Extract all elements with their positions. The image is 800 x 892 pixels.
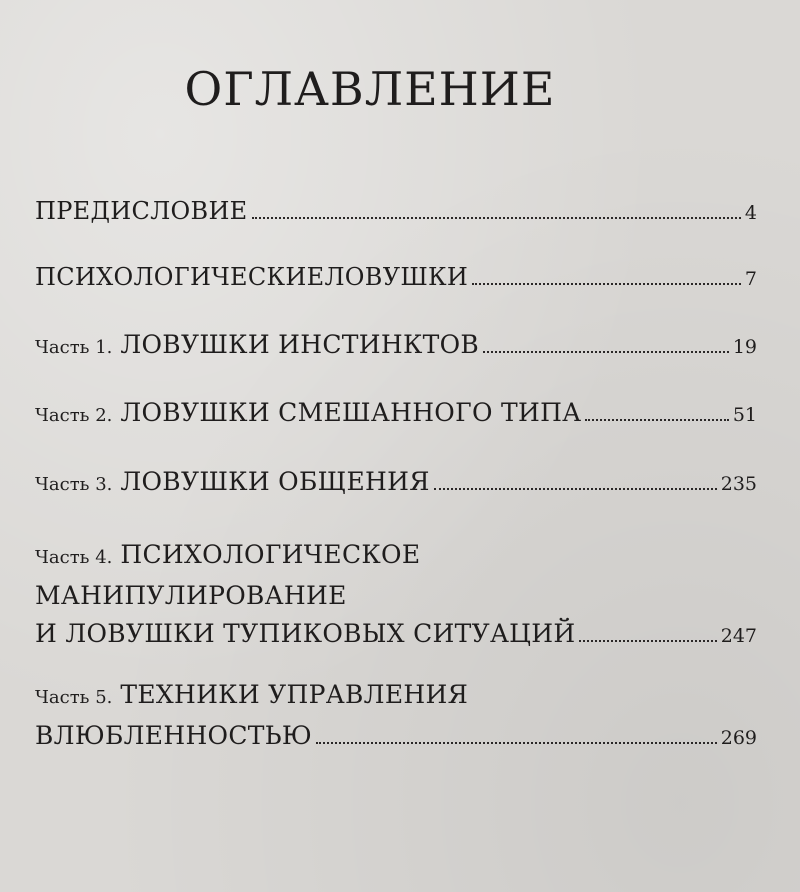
toc-entry-part-3	[35, 463, 757, 504]
toc-entry-preface	[35, 192, 757, 232]
toc-entry-title-continued: МАНИПУЛИРОВАНИЕ	[35, 581, 347, 610]
toc-entry-line	[35, 717, 757, 757]
part-label: Часть 4.	[35, 547, 113, 568]
toc-page-number: 269	[720, 727, 757, 749]
toc-entry-line	[35, 463, 757, 504]
toc-entry-part-1	[35, 326, 757, 367]
toc-entry-line	[35, 676, 757, 717]
dot-leader	[316, 742, 717, 744]
toc-entry-title-continued: И ЛОВУШКИ ТУПИКОВЫХ СИТУАЦИЙ	[35, 619, 576, 648]
toc-entry-line	[35, 192, 757, 232]
toc-entry-heading	[35, 463, 430, 504]
toc-page-number: 19	[732, 336, 757, 358]
toc-entry-heading	[35, 676, 468, 717]
dot-leader	[585, 419, 728, 421]
toc-entry-title: ТЕХНИКИ УПРАВЛЕНИЯ	[120, 680, 469, 709]
toc-entry-line	[35, 394, 757, 435]
dot-leader	[579, 640, 716, 642]
toc-entry-part-4	[35, 536, 757, 655]
toc-page-number: 4	[744, 202, 757, 224]
part-label: Часть 1.	[35, 337, 113, 358]
toc-entry-part-5	[35, 676, 757, 757]
toc-entry-title: ЛОВУШКИ ИНСТИНКТОВ	[120, 330, 480, 359]
dot-leader	[434, 488, 717, 490]
toc-entry-title: ЛОВУШКИ СМЕШАННОГО ТИПА	[120, 398, 582, 427]
toc-entry-title: ПСИХОЛОГИЧЕСКОЕ	[120, 540, 421, 569]
toc-entry-part-2	[35, 394, 757, 435]
toc-entry-title: ПСИХОЛОГИЧЕСКИЕЛОВУШКИ	[35, 263, 469, 291]
toc-entry-heading	[35, 536, 420, 577]
part-label: Часть 5.	[35, 687, 113, 708]
toc-page-number: 247	[720, 625, 757, 647]
toc-page-number: 235	[720, 473, 757, 495]
toc-entry-line	[35, 577, 757, 615]
toc-entry-heading	[35, 326, 479, 367]
toc-entry-title: ПРЕДИСЛОВИЕ	[35, 197, 248, 225]
toc-entry-line	[35, 615, 757, 655]
toc-entry-line	[35, 326, 757, 367]
page-title: ОГЛАВЛЕНИЕ	[184, 62, 556, 116]
dot-leader	[483, 351, 729, 353]
toc-page-number: 51	[732, 404, 757, 426]
toc-entry-title: ЛОВУШКИ ОБЩЕНИЯ	[120, 467, 430, 496]
dot-leader	[252, 217, 741, 219]
toc-entry-line	[35, 536, 757, 577]
dot-leader	[472, 283, 741, 285]
toc-entry-psychological-traps	[35, 258, 757, 298]
toc-page-number: 7	[744, 268, 757, 290]
part-label: Часть 3.	[35, 474, 113, 495]
toc-entry-heading	[35, 394, 581, 435]
part-label: Часть 2.	[35, 405, 113, 426]
toc-entry-line	[35, 258, 757, 298]
toc-entry-title-continued: ВЛЮБЛЕННОСТЬЮ	[35, 721, 313, 750]
